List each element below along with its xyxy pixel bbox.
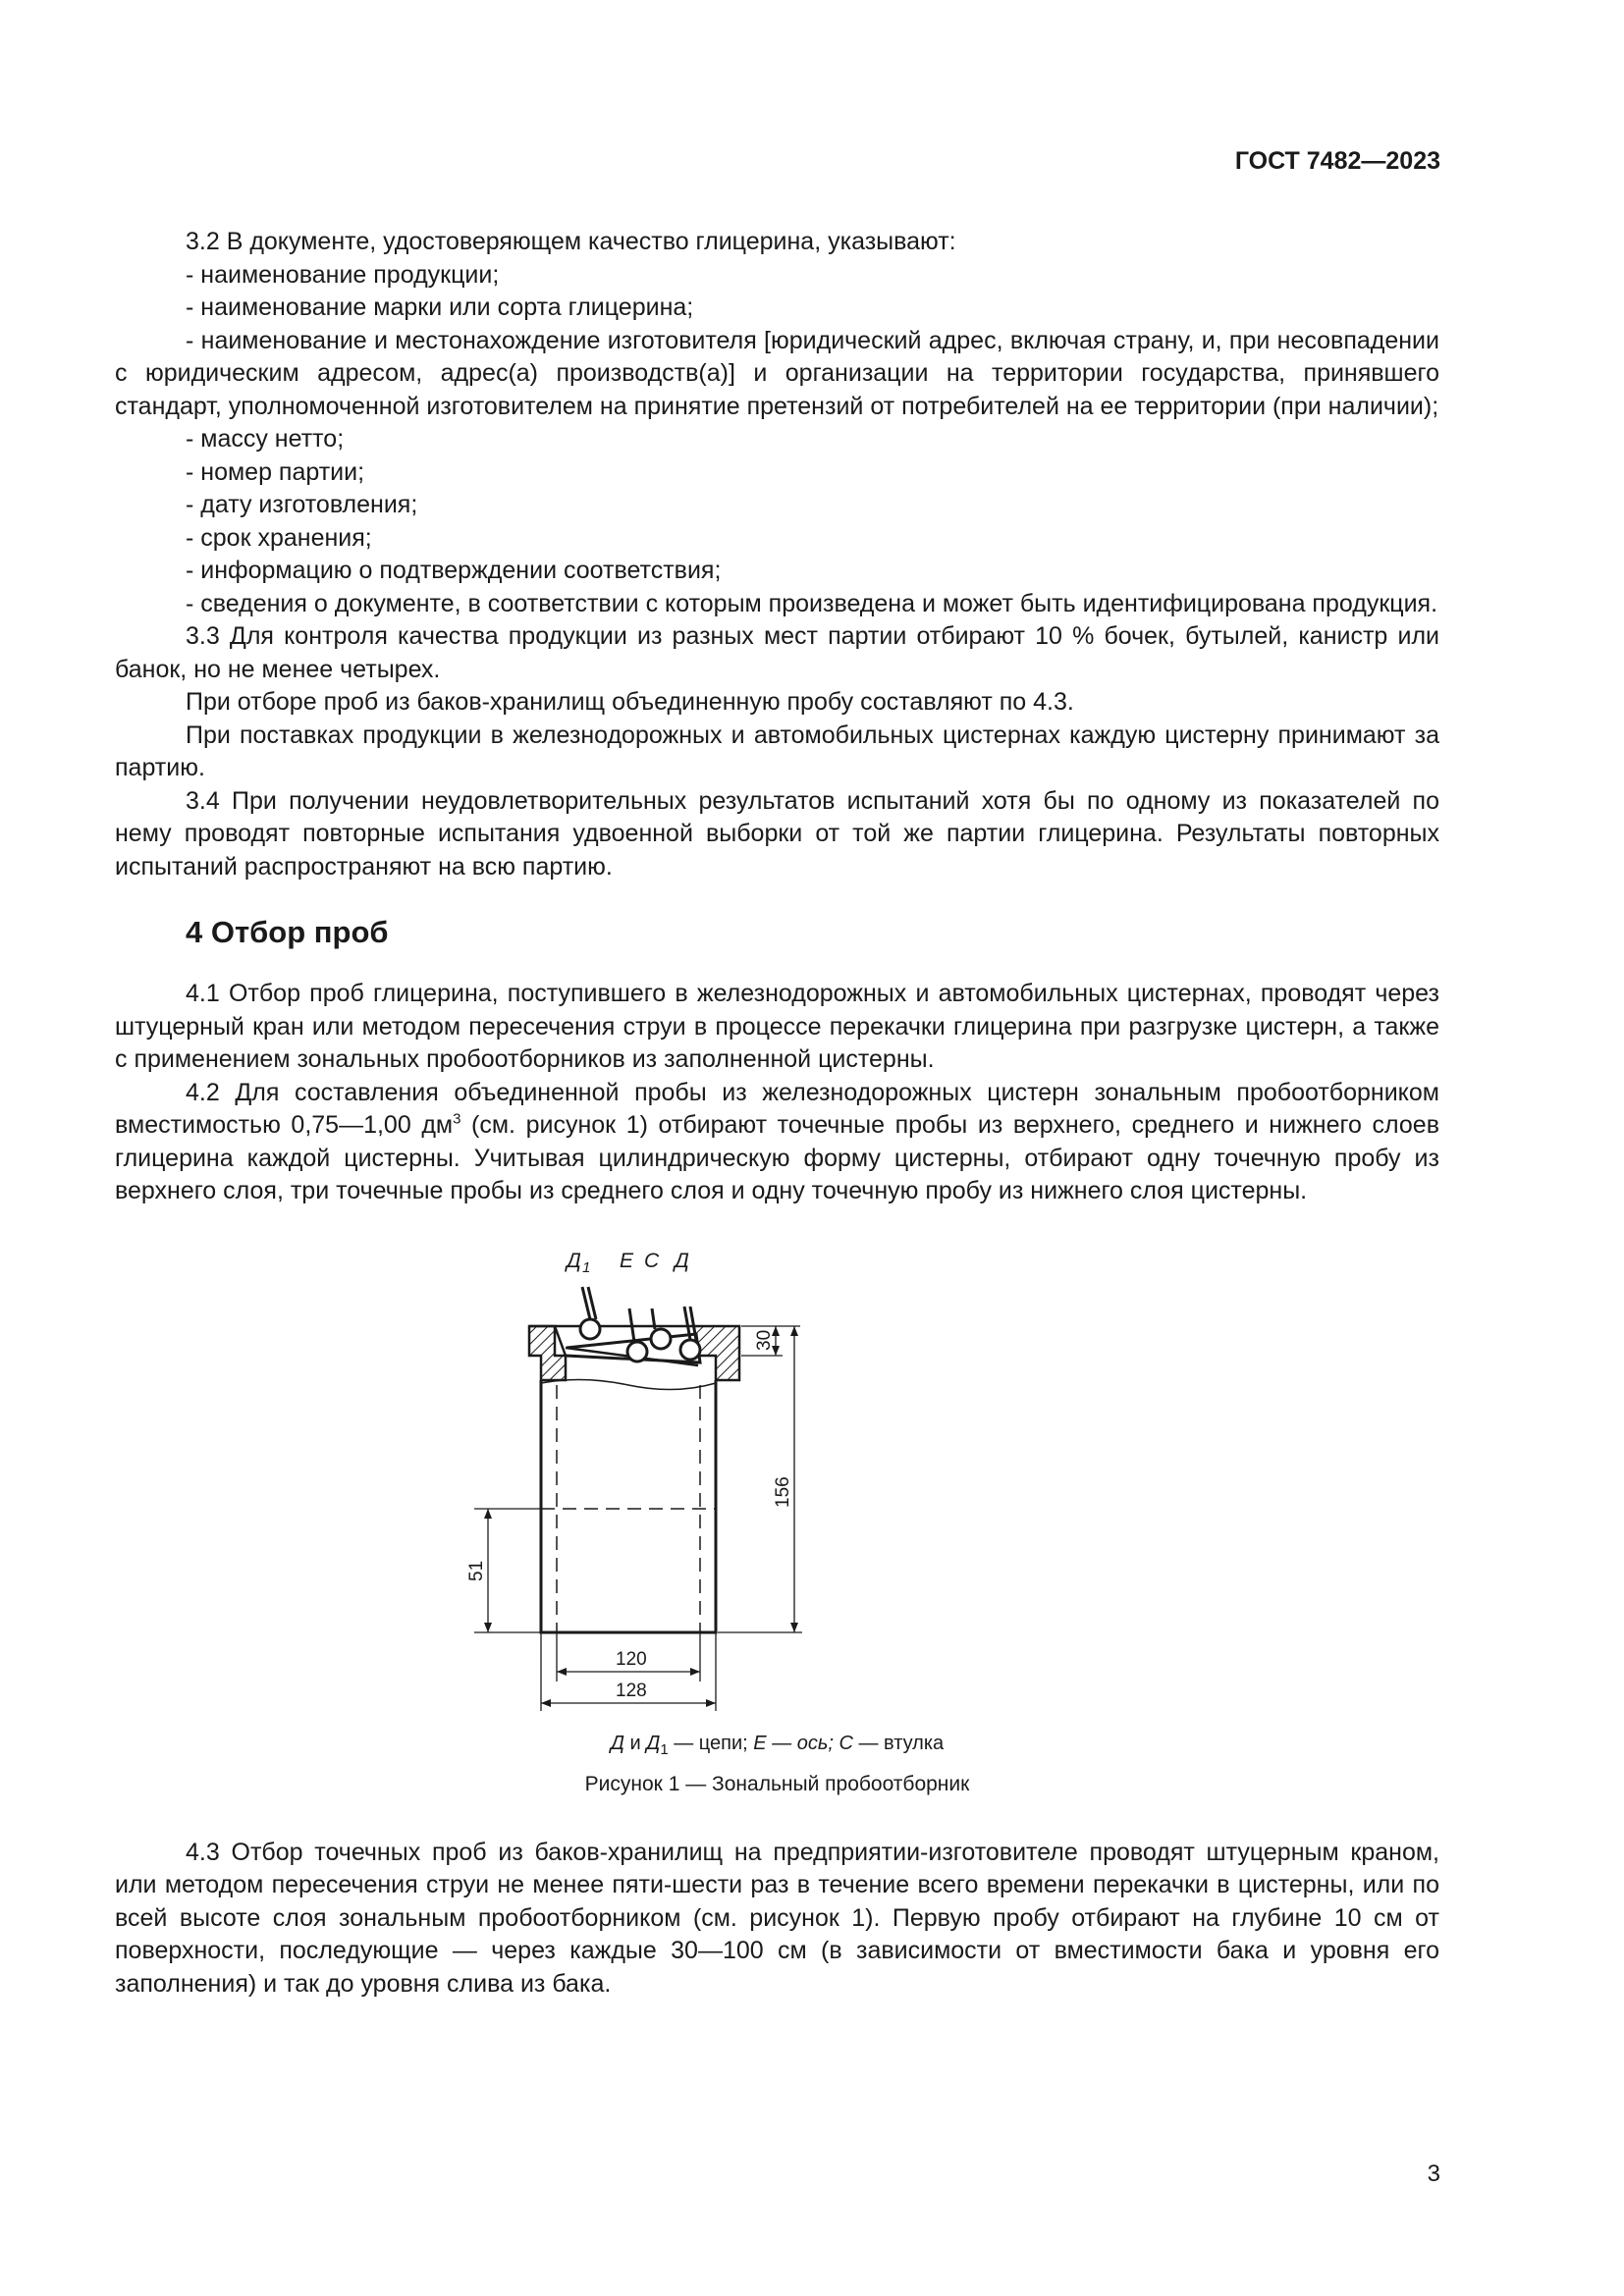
label-d: Д (675, 1249, 689, 1272)
paragraph-4-3: 4.3 Отбор точечных проб из баков-хранилищ на предприятии-изготовителе проводят штуцерным краном, или методом пересечения струи не менее пяти-шести раз в течение всего времени перекачки в цистерны, или по всей высоте слоя зональным пробоотборником (см. рисунок 1). Первую пробу отбирают на глубине 10 см от поверхности, последующие — через каждые 30—100 см (в зависимости от вместимости бака и уровня его заполнения) и так до уровня слива из бака. (115, 1838, 1439, 1998)
list-item: - наименование и местонахождение изготовителя [юридический адрес, включая страну, и, при несовпадении с юридическим адресом, адрес(а) производств(а)] и организации на территории государства, принявшего стандарт, уполномоченной изготовителем на принятие претензий от потребителей на ее территории (при наличии); (115, 326, 1439, 420)
list-item: - номер партии; (186, 457, 365, 486)
dim-top-height: 30 (754, 1329, 775, 1351)
paragraph-4-1: 4.1 Отбор проб глицерина, поступившего в железнодорожных и автомобильных цистернах, проводят через штуцерный кран или методом пересечения струи в процессе перекачки глицерина при разгрузке цистерн, а также с применением зональных пробоотборников из заполненной цистерны. (115, 980, 1439, 1073)
section-heading: 4 Отбор проб (186, 915, 389, 949)
label-c: С (644, 1249, 660, 1272)
paragraph-3-3-second: При отборе проб из баков-хранилищ объединенную пробу составляют по 4.3. (186, 688, 1074, 716)
paragraph-3-2-intro: 3.2 В документе, удостоверяющем качество глицерина, указывают: (186, 228, 956, 255)
label-e: Е (620, 1249, 634, 1272)
dim-inner-width: 120 (616, 1648, 647, 1670)
list-item: - срок хранения; (186, 523, 372, 552)
figure-caption: Рисунок 1 — Зональный пробоотборник (584, 1772, 970, 1795)
paragraph-4-2: 4.2 Для составления объединенной пробы из железнодорожных цистерн зональным пробоотборником вместимостью 0,75—1,00 $дм^3$ (см. рисунок 1) отбирают точечные пробы из верхнего, среднего и нижнего слоев глицерина каждой цистерны. Учитывая цилиндрическую форму цистерны, отбирают одну точечную пробу из верхнего слоя, три точечные пробы из среднего слоя и одну точечную пробу из нижнего слоя цистерны. (115, 1078, 1439, 1204)
paragraph-3-3: 3.3 Для контроля качества продукции из разных мест партии отбирают 10 % бочек, бутылей, канистр или банок, но не менее четырех. (115, 622, 1439, 683)
list-item: - дату изготовления; (186, 491, 418, 518)
list-item: - наименование марки или сорта глицерина; (186, 294, 694, 321)
cylinder-body (541, 1380, 716, 1632)
label-d1: Д (567, 1249, 581, 1272)
list-item: - наименование продукции; (186, 260, 500, 289)
sampler-drawing (466, 1228, 1152, 1719)
paragraph-3-4: 3.4 При получении неудовлетворительных результатов испытаний хотя бы по одному из показателей по нему проводят повторные испытания удвоенной выборки от той же партии глицерина. Результаты повторных испытаний распространяют на всю партию. (115, 786, 1439, 881)
dim-total-height: 156 (773, 1475, 793, 1508)
list-item: - сведения о документе, в соответствии с которым произведена и может быть идентифицирована продукция. (186, 589, 1438, 617)
label-d1-sub: 1 (582, 1258, 591, 1276)
dim-lower-height: 51 (466, 1560, 487, 1581)
page-number: 3 (1427, 2161, 1440, 2187)
document-number: ГОСТ 7482—2023 (1234, 147, 1440, 175)
list-item: - массу нетто; (186, 425, 345, 453)
left-flange (529, 1326, 566, 1380)
list-item: - информацию о подтверждении соответствия; (186, 557, 722, 584)
dim-outer-width: 128 (616, 1680, 647, 1701)
page-body (115, 226, 1439, 2001)
right-flange (696, 1326, 739, 1380)
paragraph-3-3-third: При поставках продукции в железнодорожных и автомобильных цистернах каждую цистерну принимают за партию. (115, 721, 1439, 781)
figure-legend: Д и $Д_1$ — цепи; Е — ось; С — втулка (610, 1732, 945, 1758)
